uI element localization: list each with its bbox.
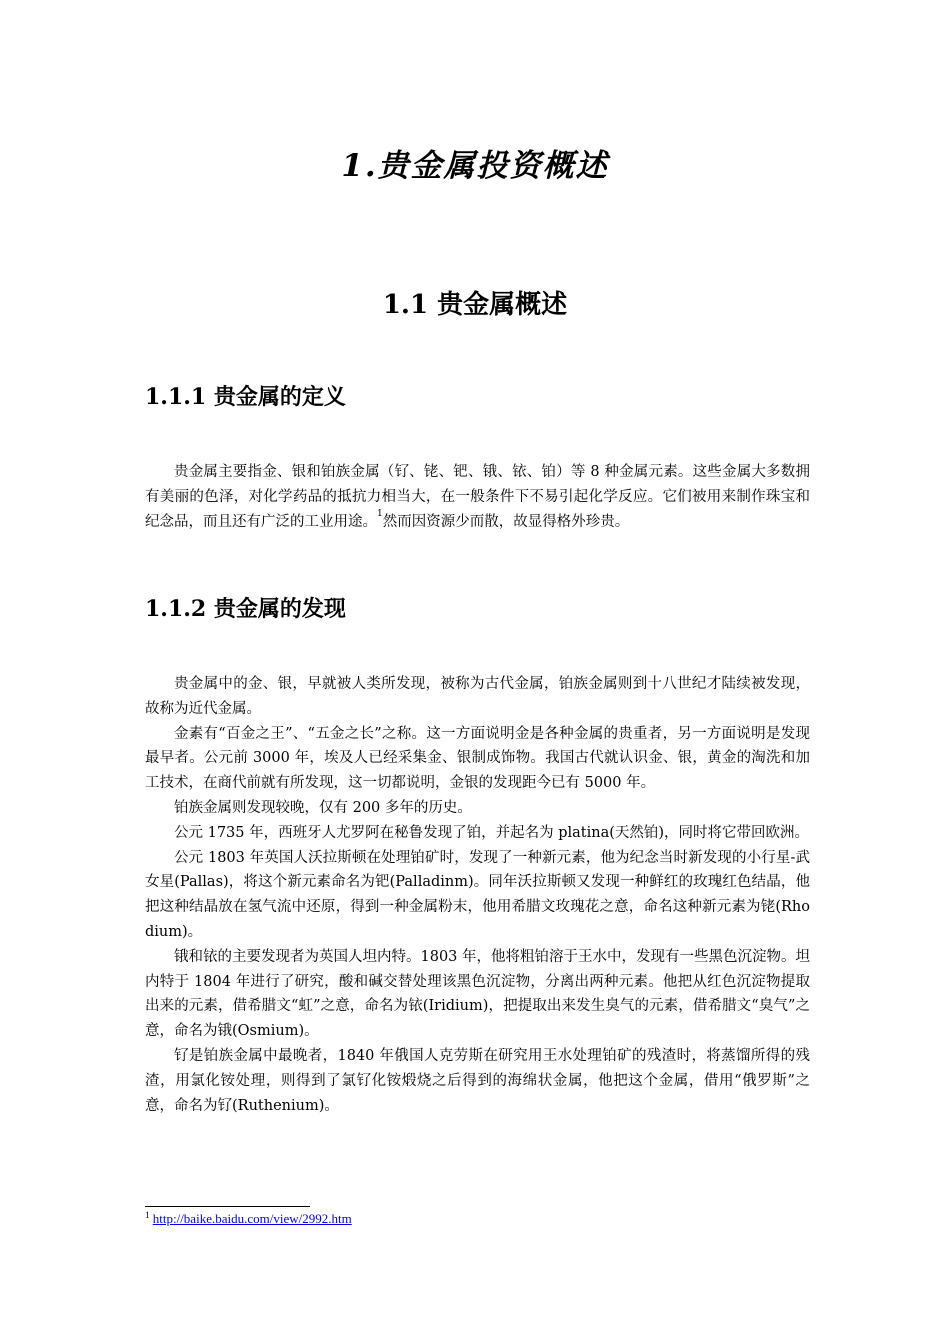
footnote-ref[interactable]: 1 bbox=[377, 508, 383, 519]
chapter-title: 1.贵金属投资概述 bbox=[341, 148, 609, 184]
paragraph: 贵金属中的金、银，早就被人类所发现，被称为古代金属，铂族金属则到十八世纪才陆续被发现，故称为近代金属。 bbox=[145, 676, 810, 717]
paragraph: 钌是铂族金属中最晚者，1840 年俄国人克劳斯在研究用王水处理铂矿的残渣时，将蒸馏所得的残渣，用氯化铵处理，则得到了氯钌化铵煅烧之后得到的海绵状金属，他把这个金属，借用“俄罗斯”之意，命名为钌(Ruthenium)。 bbox=[145, 1047, 810, 1114]
paragraph: 锇和铱的主要发现者为英国人坦内特。1803 年，他将粗铂溶于王水中，发现有一些黑色沉淀物。坦内特于 1804 年进行了研究，酸和碱交替处理该黑色沉淀物，分离出两种元素。他把从红色沉淀物提取出来的元素，借希腊文“虹”之意，命名为铱(Iridium)，把提取出来发生臭气的元素，借希腊文“臭气”之意，命名为锇(Osmium)。 bbox=[145, 948, 811, 1040]
subsection-title-definition: 1.1.1 贵金属的定义 bbox=[145, 384, 346, 410]
footnote bbox=[145, 1211, 352, 1227]
footnote-marker: 1 bbox=[145, 1210, 150, 1220]
footnote-divider bbox=[145, 1206, 310, 1207]
paragraph: 公元 1803 年英国人沃拉斯顿在处理铂矿时，发现了一种新元素，他为纪念当时新发现的小行星-武女星(Pallas)，将这个新元素命名为钯(Palladinm)。同年沃拉斯顿又发现一种鲜红的玫瑰红色结晶，他把这种结晶放在氢气流中还原，得到一种金属粉末，他用希腊文玫瑰花之意，命名这种新元素为铑(Rhodium)。 bbox=[145, 849, 810, 940]
discovery-body bbox=[145, 672, 810, 1118]
section-title: 1.1 贵金属概述 bbox=[382, 290, 568, 320]
paragraph: 金素有“百金之王”、“五金之长”之称。这一方面说明金是各种金属的贵重者，另一方面说明是发现最早者。公元前 3000 年，埃及人已经采集金、银制成饰物。我国古代就认识金、银，黄金的淘洗和加工技术，在商代前就有所发现，这一切都说明，金银的发现距今已有 5000 年。 bbox=[145, 725, 810, 792]
paragraph: 铂族金属则发现较晚，仅有 200 多年的历史。 bbox=[174, 799, 472, 816]
definition-body bbox=[145, 460, 810, 534]
footnote-link[interactable]: http://baike.baidu.com/view/2992.htm bbox=[152, 1211, 352, 1226]
subsection-title-discovery: 1.1.2 贵金属的发现 bbox=[145, 596, 346, 622]
paragraph: 公元 1735 年，西班牙人尤罗阿在秘鲁发现了铂，并起名为 platina(天然铂)，同时将它带回欧洲。 bbox=[174, 824, 810, 841]
paragraph: 贵金属主要指金、银和铂族金属（钌、铑、钯、锇、铱、铂）等 8 种金属元素。这些金属大多数拥有美丽的色泽，对化学药品的抵抗力相当大，在一般条件下不易引起化学反应。它们被用来制作珠宝和纪念品，而且还有广泛的工业用途。$^1$然而因资源少而散，故显得格外珍贵。 bbox=[145, 464, 810, 530]
